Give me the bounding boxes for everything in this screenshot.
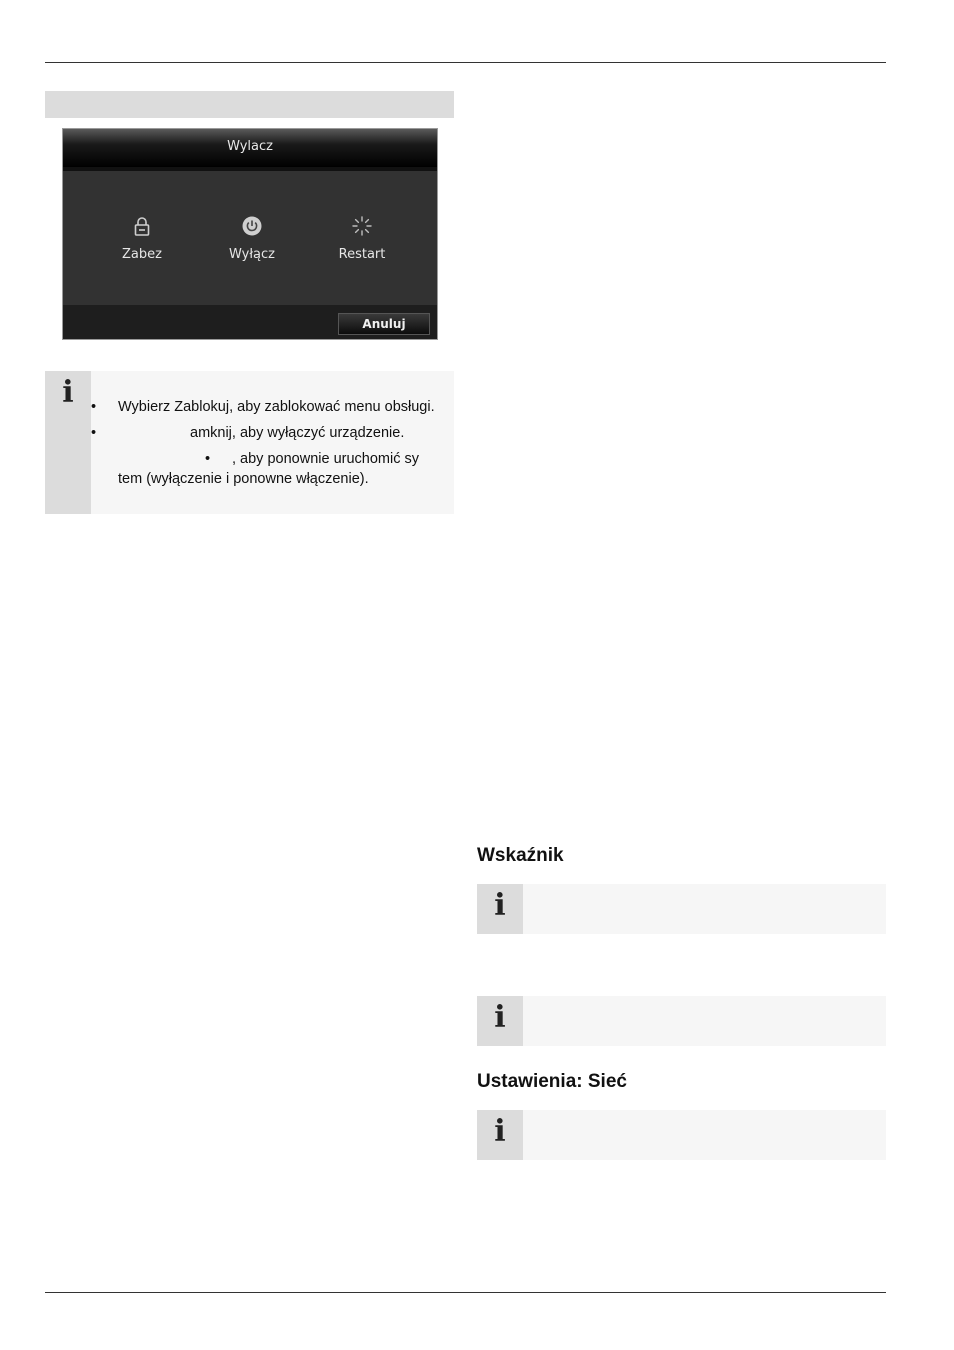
lock-option[interactable] [87, 215, 197, 262]
header-rule [45, 62, 886, 63]
lock-icon [131, 215, 153, 237]
info-note [477, 1110, 886, 1160]
restart-spinner-icon [351, 215, 373, 237]
dialog-title-separator [63, 167, 437, 171]
lock-option-label: Zabez [122, 247, 162, 262]
dialog-title: Wylacz [63, 129, 437, 167]
power-icon [241, 215, 263, 237]
section-title-band [45, 91, 454, 118]
section-heading-network: Ustawienia: Sieć [477, 1071, 627, 1092]
list-item: • amknij, aby wyłączyć urządzenie. [91, 423, 444, 443]
restart-option-label: Restart [338, 247, 386, 262]
info-icon: i [494, 1114, 506, 1149]
info-note [477, 884, 886, 934]
cancel-button[interactable]: Anuluj [338, 313, 430, 335]
info-icon: i [62, 375, 74, 410]
section-heading-indicator: Wskaźnik [477, 845, 564, 866]
power-option-label: Wyłącz [229, 247, 275, 262]
shutdown-dialog [62, 128, 438, 340]
dialog-footer [63, 305, 437, 340]
power-option[interactable] [197, 215, 307, 262]
restart-option[interactable] [307, 215, 417, 262]
power-info-note [45, 371, 454, 514]
list-item: • Wybierz Zablokuj, aby zablokować menu obsługi. [91, 397, 444, 417]
power-options-list [91, 397, 444, 495]
info-icon: i [494, 888, 506, 923]
info-note [477, 996, 886, 1046]
list-item: • , aby ponownie uruchomić sy tem (wyłączenie i ponowne włączenie). [91, 449, 444, 489]
footer-rule [45, 1292, 886, 1293]
info-icon: i [494, 1000, 506, 1035]
